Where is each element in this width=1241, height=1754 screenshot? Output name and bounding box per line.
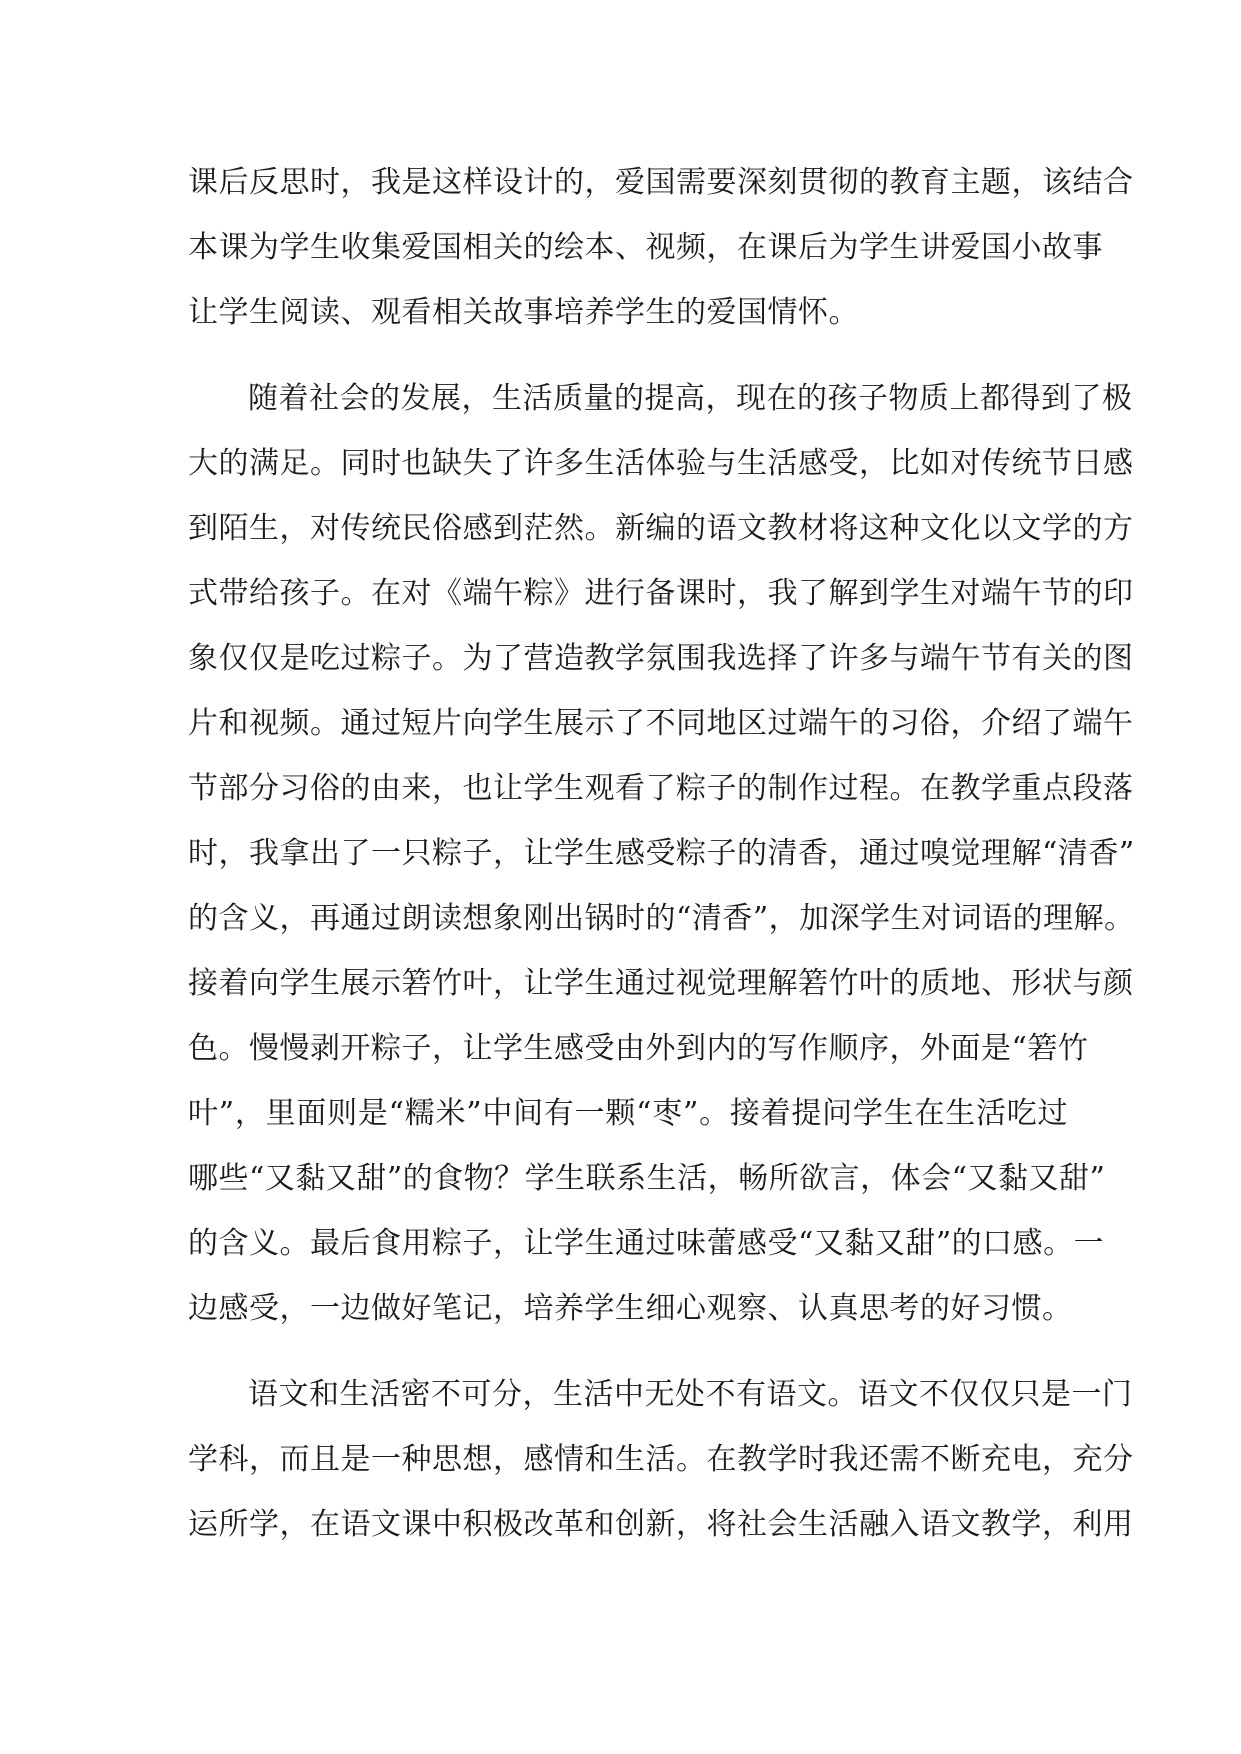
paragraph-2-line-5: 象仅仅是吃过粽子。为了营造教学氛围我选择了许多与端午节有关的图 xyxy=(188,641,1134,676)
paragraph-1-line-1: 课后反思时，我是这样设计的，爱国需要深刻贯彻的教育主题，该结合 xyxy=(188,165,1134,200)
paragraph-2-line-2: 大的满足。同时也缺失了许多生活体验与生活感受，比如对传统节日感 xyxy=(188,446,1134,481)
paragraph-2-line-14: 的含义。最后食用粽子，让学生通过味蕾感受“又黏又甜”的口感。一 xyxy=(188,1226,1105,1261)
paragraph-2-line-10: 接着向学生展示箬竹叶，让学生通过视觉理解箬竹叶的质地、形状与颜 xyxy=(188,966,1134,1001)
paragraph-2-line-1: 随着社会的发展，生活质量的提高，现在的孩子物质上都得到了极 xyxy=(248,381,1133,416)
paragraph-2-line-9: 的含义，再通过朗读想象刚出锅时的“清香”，加深学生对词语的理解。 xyxy=(188,901,1135,936)
paragraph-3-line-1: 语文和生活密不可分，生活中无处不有语文。语文不仅仅只是一门 xyxy=(248,1377,1133,1412)
paragraph-2-line-13: 哪些“又黏又甜”的食物？学生联系生活，畅所欲言，体会“又黏又甜” xyxy=(188,1161,1106,1196)
paragraph-2-line-12: 叶”，里面则是“糯米”中间有一颗“枣”。接着提问学生在生活吃过 xyxy=(188,1096,1068,1131)
paragraph-2-line-7: 节部分习俗的由来，也让学生观看了粽子的制作过程。在教学重点段落 xyxy=(188,771,1134,806)
paragraph-1-line-3: 让学生阅读、观看相关故事培养学生的爱国情怀。 xyxy=(188,295,859,330)
paragraph-2-line-3: 到陌生，对传统民俗感到茫然。新编的语文教材将这种文化以文学的方 xyxy=(188,511,1134,546)
paragraph-2-line-6: 片和视频。通过短片向学生展示了不同地区过端午的习俗，介绍了端午 xyxy=(188,706,1134,741)
paragraph-1-line-2: 本课为学生收集爱国相关的绘本、视频，在课后为学生讲爱国小故事 xyxy=(188,230,1103,265)
paragraph-2-line-15: 边感受，一边做好笔记，培养学生细心观察、认真思考的好习惯。 xyxy=(188,1291,1073,1326)
paragraph-2-line-11: 色。慢慢剥开粽子，让学生感受由外到内的写作顺序，外面是“箬竹 xyxy=(188,1031,1089,1066)
paragraph-2-line-8: 时，我拿出了一只粽子，让学生感受粽子的清香，通过嗅觉理解“清香” xyxy=(188,836,1135,871)
paragraph-2-line-4: 式带给孩子。在对《端午粽》进行备课时，我了解到学生对端午节的印 xyxy=(188,576,1134,611)
paragraph-3-line-2: 学科，而且是一种思想，感情和生活。在教学时我还需不断充电，充分 xyxy=(188,1442,1134,1477)
paragraph-3-line-3: 运所学，在语文课中积极改革和创新，将社会生活融入语文教学，利用 xyxy=(188,1507,1134,1542)
